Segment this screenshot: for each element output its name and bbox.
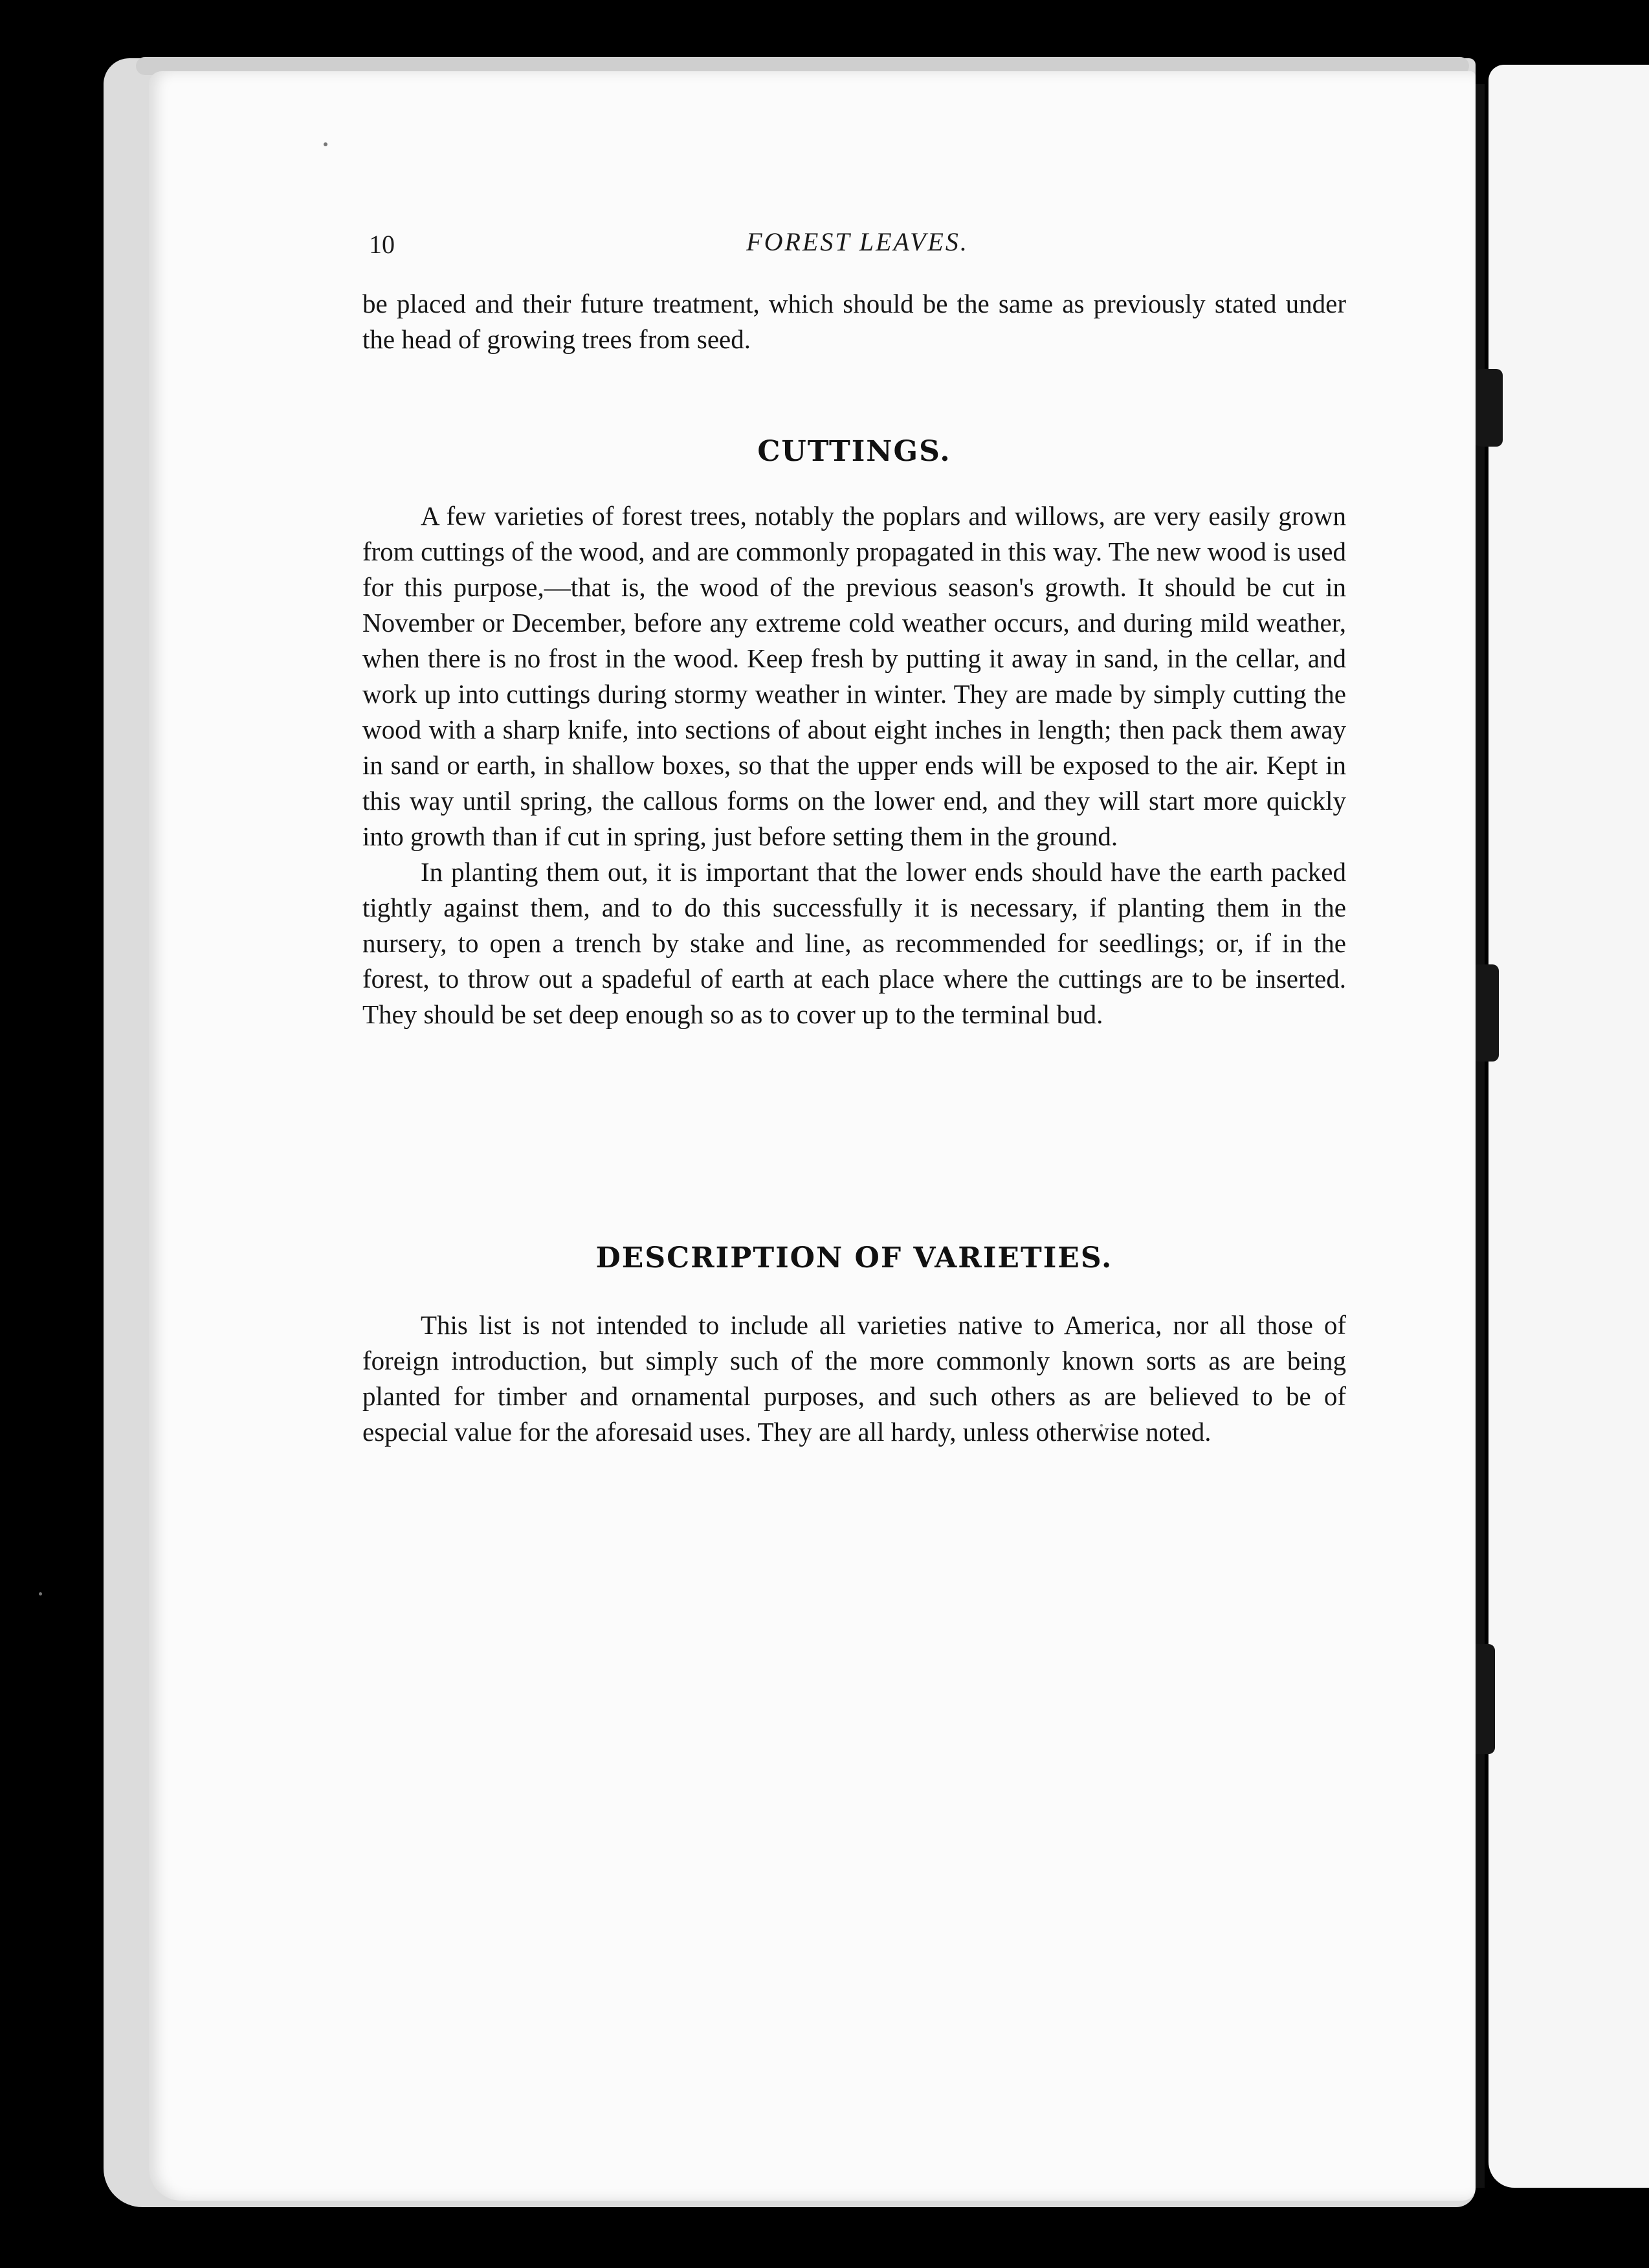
scan-speck bbox=[324, 142, 327, 146]
cuttings-section-body bbox=[362, 498, 1346, 1032]
section-heading-cuttings: CUTTINGS. bbox=[757, 435, 951, 468]
facing-page-edge bbox=[1489, 65, 1649, 2188]
section-heading-description-of-varieties: DESCRIPTION OF VARIETIES. bbox=[595, 1241, 1113, 1274]
continuation-text: be placed and their future treatment, which should be the same as previously stated under the head of growing trees from seed. bbox=[362, 289, 1346, 354]
running-title: FOREST LEAVES. bbox=[746, 227, 969, 256]
varieties-paragraph-1: This list is not intended to include all varieties native to America, nor all those of foreign introduction, but simply such of the more commonly known sorts as are being planted for timber and ornamental purposes, and such others as are believed to be of especial value for the aforesaid uses. They are all hardy, unless otherwise noted. bbox=[362, 1310, 1346, 1447]
scan-speck bbox=[39, 1592, 42, 1595]
cuttings-paragraph-2: In planting them out, it is important that the lower ends should have the earth packed tightly against them, and to do this successfully it is necessary, if planting them in the nursery, to open a trench by stake and line, as recommended for seedlings; or, if in the forest, to throw out a spadeful of earth at each place where the cuttings are to be inserted. They should be set deep enough so as to cover up to the terminal bud. bbox=[362, 857, 1346, 1029]
cuttings-paragraph-1: A few varieties of forest trees, notably the poplars and willows, are very easily grown from cuttings of the wood, and are commonly propagated in this way. The new wood is used for this purpose,—that is, the wood of the previous season's growth. It should be cut in November or December, before any extreme cold weather occurs, and during mild weather, when there is no frost in the wood. Keep fresh by putting it away in sand, in the cellar, and work up into cuttings during stormy weather in winter. They are made by simply cutting the wood with a sharp knife, into sections of about eight inches in length; then pack them away in sand or earth, in shallow boxes, so that the upper ends will be exposed to the air. Kept in this way until spring, the callous forms on the lower end, and they will start more quickly into growth than if cut in spring, just before setting them in the ground. bbox=[362, 501, 1346, 851]
page bbox=[149, 71, 1476, 2201]
running-head bbox=[369, 227, 1346, 265]
varieties-section-body bbox=[362, 1307, 1346, 1450]
page-number: 10 bbox=[369, 230, 395, 259]
continuation-paragraph bbox=[362, 286, 1346, 357]
